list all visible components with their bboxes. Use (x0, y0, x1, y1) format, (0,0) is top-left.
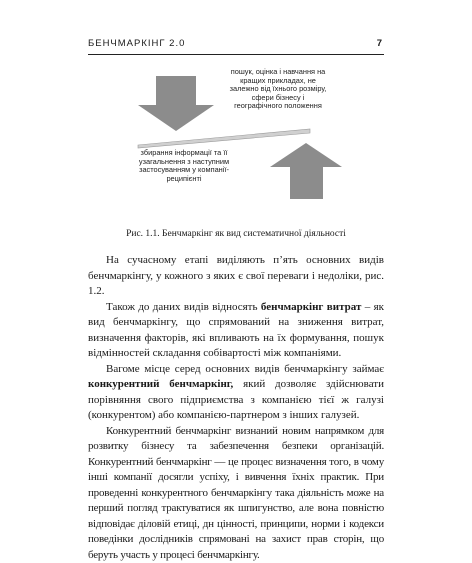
paragraph-text: який дозволяє здійснювати порівняння свого підприємства з компанією тієї ж галузі (конкурентом) або компанією-партнером з інших галузей. (88, 378, 384, 421)
figure (0, 0, 472, 240)
bold-term: конкурентний бенчмаркінг, (88, 378, 233, 390)
paragraph (88, 424, 384, 563)
paragraph (88, 300, 384, 362)
body-text (88, 253, 384, 563)
up-arrow (270, 143, 342, 199)
paragraph-text: Вагоме місце серед основних видів бенчмаркінгу займає (106, 363, 384, 375)
figure-label-bottom: збирання інформації та її узагальнення з наступним застосуванням у компанії-реципієнті (128, 149, 240, 183)
figure-caption: Рис. 1.1. Бенчмаркінг як вид систематичної діяльності (88, 229, 384, 239)
bold-term: бенчмаркінг витрат (261, 301, 361, 313)
paragraph (88, 362, 384, 424)
figure-label-top: пошук, оцінка і навчання на кращих прикладах, не залежно від їхнього розміру, сфери бізнесу і географічного положення (228, 68, 328, 111)
down-arrow (138, 76, 214, 131)
figure-graphic (0, 0, 472, 240)
paragraph (88, 253, 384, 300)
slope-wedge (138, 129, 310, 148)
paragraph-text: Також до даних видів відносять (106, 301, 261, 313)
paragraph-text: – як вид бенчмаркінгу, що спрямований на зниження витрат, визначення факторів, які впливають на їх формування, пошук відмінностей складання собівартості між компаніями. (88, 301, 384, 360)
paragraph-text: На сучасному етапі виділяють п’ять основних видів бенчмаркінгу, у кожного з яких є свої переваги і недоліки, рис. 1.2. (88, 254, 384, 297)
running-header-title: БЕНЧМАРКІНГ 2.0 (88, 38, 185, 49)
page-number: 7 (377, 38, 382, 49)
paragraph-text: Конкурентний бенчмаркінг визнаний новим напрямком для розвитку бізнесу та забезпечення безпеки організацій. Конкурентний бенчмаркінг — це процес визначення того, в чому інші компанії досягли успіху, і вивчення їхніх практик. При проведенні конкурентного бенчмаркінгу така діяльність може на перший погляд трактуватися як шпигунство, але вона повністю відповідає діловій етиці, дн цінності, принципи, норми і кодекси поведінки дослідників спрямовані на захист прав сторін, що беруть участь у процесі бенчмаркінгу. (88, 425, 384, 561)
